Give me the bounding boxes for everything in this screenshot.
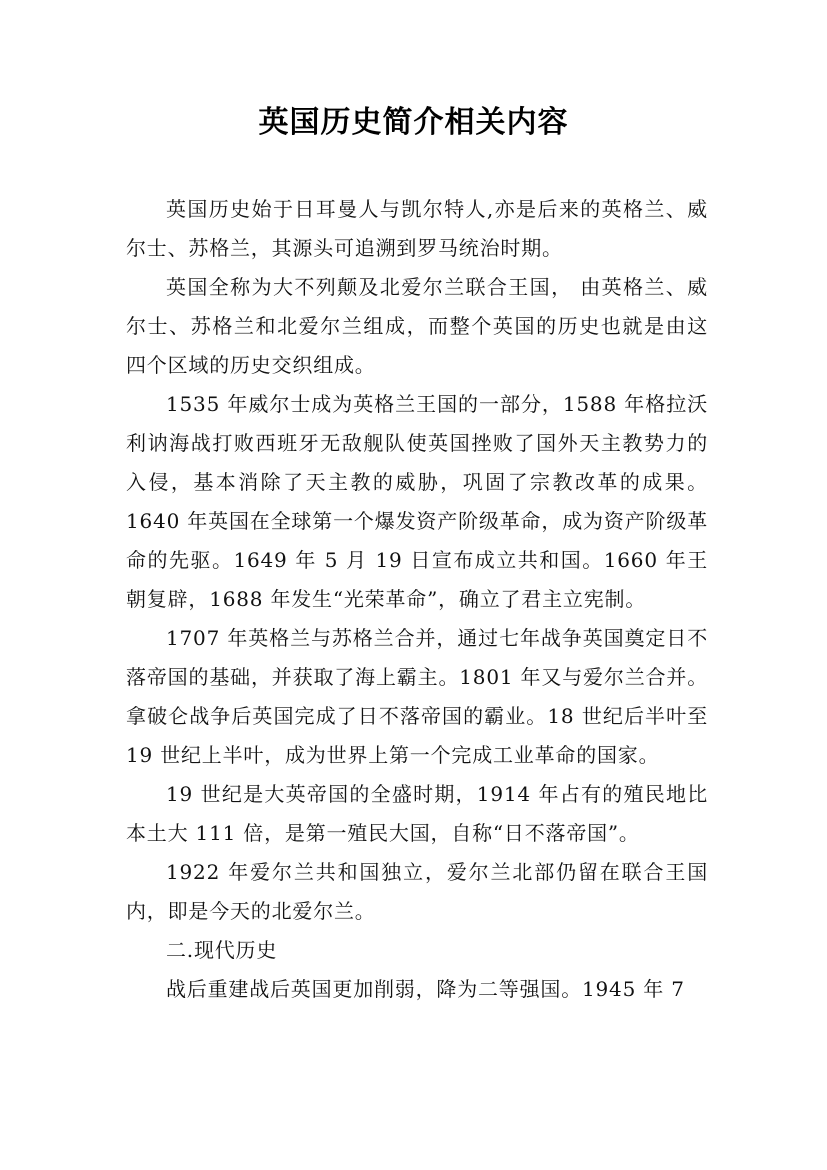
paragraph-origins: 英国历史始于日耳曼人与凯尔特人,亦是后来的英格兰、威尔士、苏格兰，其源头可追溯到罗马统治时期。: [126, 197, 708, 260]
paragraph-irish-independence: 1922 年爱尔兰共和国独立，爱尔兰北部仍留在联合王国内，即是今天的北爱尔兰。: [126, 860, 708, 923]
paragraph-full-name: 英国全称为大不列颠及北爱尔兰联合王国， 由英格兰、威尔士、苏格兰和北爱尔兰组成，而整个英国的历史也就是由这四个区域的历史交织组成。: [126, 275, 708, 377]
paragraph-empire-peak: 19 世纪是大英帝国的全盛时期，1914 年占有的殖民地比本土大 111 倍，是第一殖民大国，自称“日不落帝国”。: [126, 782, 708, 845]
section-heading-modern-history: 二.现代历史: [166, 938, 278, 962]
paragraph-union-and-industrial: 1707 年英格兰与苏格兰合并，通过七年战争英国奠定日不落帝国的基础，并获取了海上霸主。1801 年又与爱尔兰合并。拿破仑战争后英国完成了日不落帝国的霸业。18 世纪后半叶至 19 世纪上半叶，成为世界上第一个完成工业革命的国家。: [126, 626, 708, 767]
paragraph-postwar: 战后重建战后英国更加削弱，降为二等强国。1945 年 7: [166, 977, 685, 1001]
document-body: [126, 190, 708, 1009]
paragraph-wales-and-revolution: 1535 年威尔士成为英格兰王国的一部分，1588 年格拉沃利讷海战打败西班牙无敌舰队使英国挫败了国外天主教势力的入侵，基本消除了天主教的威胁，巩固了宗教改革的成果。1640 年英国在全球第一个爆发资产阶级革命，成为资产阶级革命的先驱。1649 年 5 月 19 日宣布成立共和国。1660 年王朝复辟，1688 年发生“光荣革命”，确立了君主立宪制。: [126, 392, 708, 611]
document-title: 英国历史简介相关内容: [258, 105, 569, 140]
